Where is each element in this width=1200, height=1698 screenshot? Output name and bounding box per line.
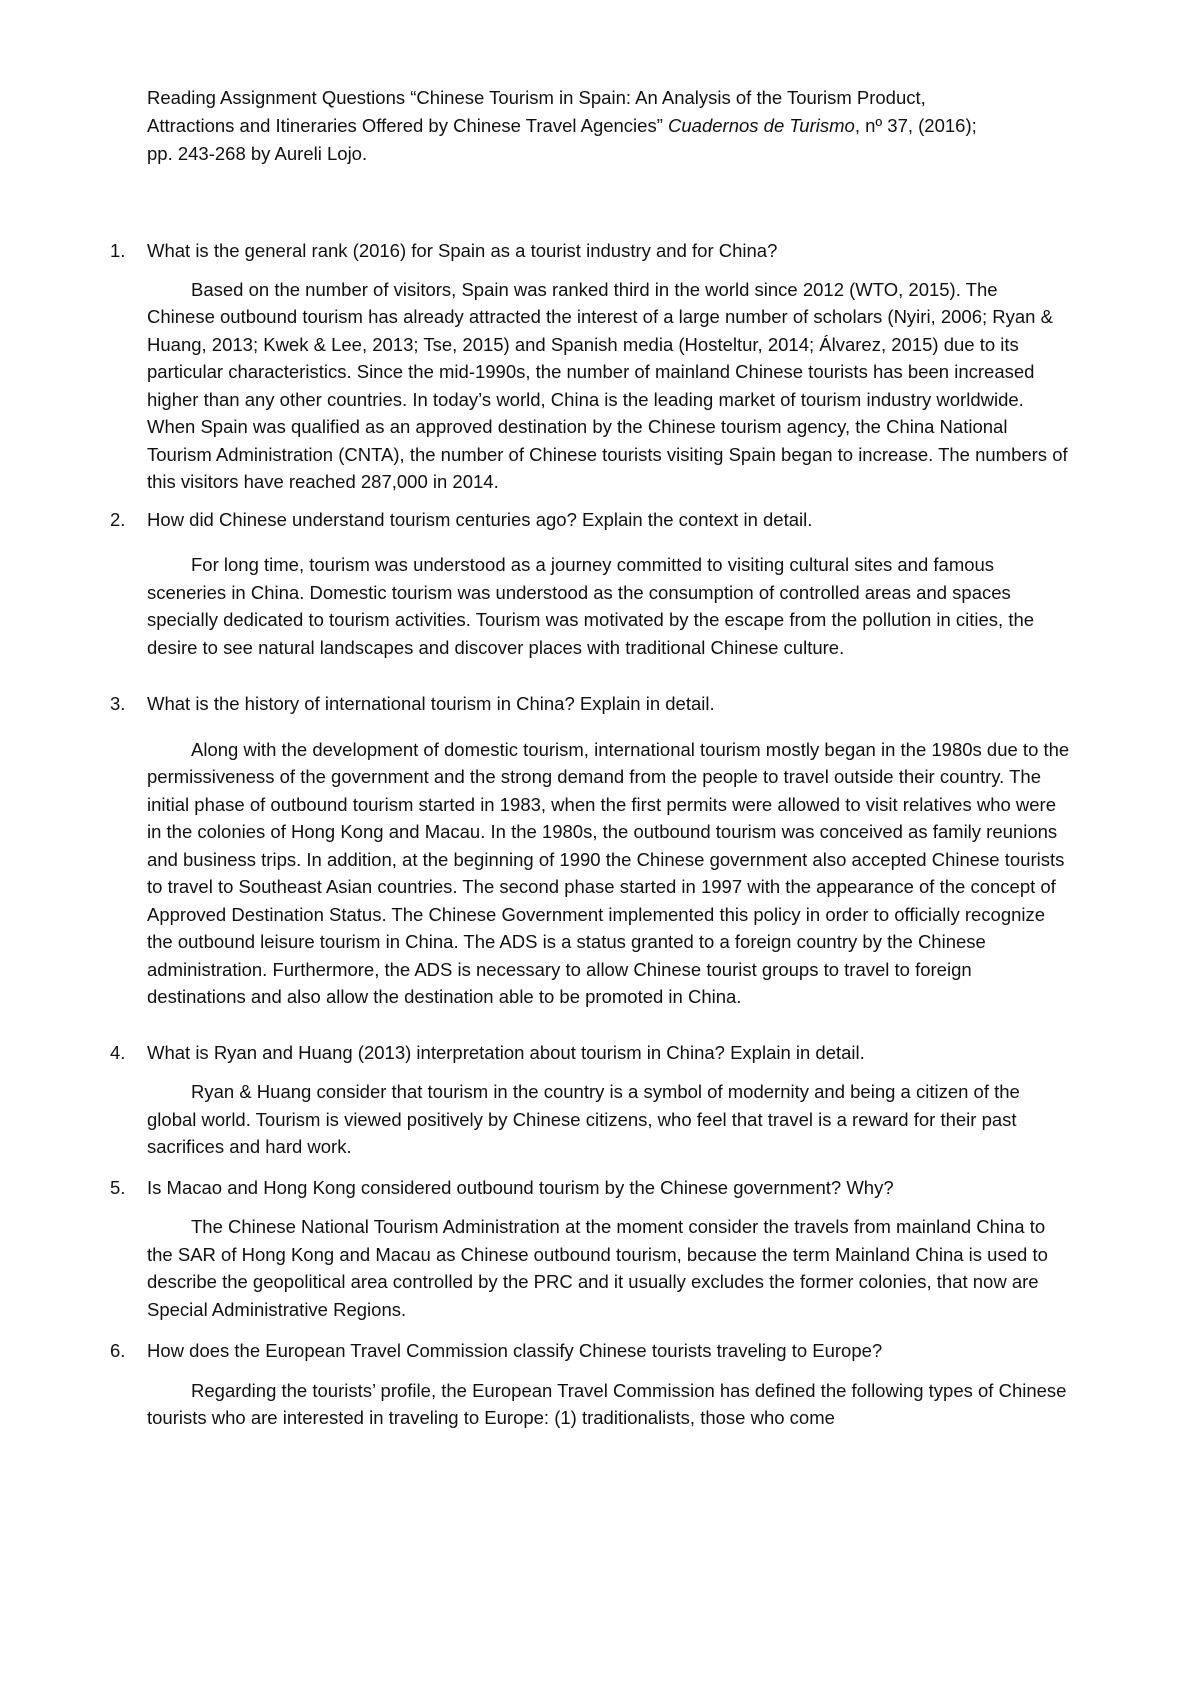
question-number: 1. — [110, 240, 126, 261]
question-item — [110, 1174, 1070, 1324]
question-number: 3. — [110, 693, 126, 714]
question-number: 2. — [110, 508, 126, 530]
answer-paragraph: For long time, tourism was understood as a journey committed to visiting cultural sites and famous sceneries in China. Domestic tourism was understood as the consumption of controlled areas and spaces specially dedicated to tourism activities. Tourism was motivated by the escape from the pollution in cities, the desire to see natural landscapes and discover places with traditional Chinese culture. — [147, 554, 1035, 658]
journal-title: Cuadernos de Turismo — [668, 115, 855, 136]
document-header — [147, 84, 1067, 168]
question-number: 5. — [110, 1176, 126, 1198]
question-text: How did Chinese understand tourism centuries ago? Explain the context in detail. — [147, 508, 813, 530]
question-item — [110, 506, 1070, 662]
question-text: What is the general rank (2016) for Spain as a tourist industry and for China? — [147, 240, 778, 261]
question-list — [110, 237, 1070, 1432]
header-line-2 — [147, 112, 1067, 140]
header-line-2-end: , nº 37, (2016); — [854, 115, 977, 136]
answer-paragraph: Regarding the tourists’ profile, the European Travel Commission has defined the following types of Chinese tourists who are interested in traveling to Europe: (1) traditionalists, those who come — [147, 1379, 1067, 1428]
question-text: What is the history of international tourism in China? Explain in detail. — [147, 693, 715, 714]
question-text: What is Ryan and Huang (2013) interpretation about tourism in China? Explain in detail. — [147, 1041, 865, 1063]
question-text: Is Macao and Hong Kong considered outbound tourism by the Chinese government? Why? — [147, 1176, 894, 1198]
header-line-3: pp. 243-268 by Aureli Lojo. — [147, 143, 368, 164]
question-text: How does the European Travel Commission classify Chinese tourists traveling to Europe? — [147, 1340, 883, 1361]
answer-paragraph: Ryan & Huang consider that tourism in the country is a symbol of modernity and being a citizen of the global world. Tourism is viewed positively by Chinese citizens, who feel that travel is a reward for their past sacrifices and hard work. — [147, 1081, 1020, 1157]
question-number: 6. — [110, 1340, 126, 1361]
question-item — [110, 690, 1070, 1011]
question-item — [110, 237, 1070, 496]
question-item — [110, 1039, 1070, 1161]
question-number: 4. — [110, 1041, 126, 1063]
answer-paragraph: Based on the number of visitors, Spain was ranked third in the world since 2012 (WTO, 2015). The Chinese outbound tourism has already attracted the interest of a large number of scholars (Nyiri, 2006; Ryan & Huang, 2013; Kwek & Lee, 2013; Tse, 2015) and Spanish media (Hosteltur, 2014; Álvarez, 2015) due to its particular characteristics. Since the mid-1990s, the number of mainland Chinese tourists has been increased higher than any other countries. In today’s world, China is the leading market of tourism industry worldwide. When Spain was qualified as an approved destination by the Chinese tourism agency, the China National Tourism Administration (CNTA), the number of Chinese tourists visiting Spain began to increase. The numbers of this visitors have reached 287,000 in 2014. — [147, 278, 1068, 492]
answer-paragraph: The Chinese National Tourism Administration at the moment consider the travels from mainland China to the SAR of Hong Kong and Macau as Chinese outbound tourism, because the term Mainland China is used to describe the geopolitical area controlled by the PRC and it usually excludes the former colonies, that now are Special Administrative Regions. — [147, 1216, 1048, 1320]
answer-paragraph: Along with the development of domestic tourism, international tourism mostly began in the 1980s due to the permissiveness of the government and the strong demand from the people to travel outside their country. The initial phase of outbound tourism started in 1983, when the first permits were allowed to visit relatives who were in the colonies of Hong Kong and Macau. In the 1980s, the outbound tourism was conceived as family reunions and business trips. In addition, at the beginning of 1990 the Chinese government also accepted Chinese tourists to travel to Southeast Asian countries. The second phase started in 1997 with the appearance of the concept of Approved Destination Status. The Chinese Government implemented this policy in order to officially recognize the outbound leisure tourism in China. The ADS is a status granted to a foreign country by the Chinese administration. Furthermore, the ADS is necessary to allow Chinese tourist groups to travel to foreign destinations and also allow the destination able to be promoted in China. — [147, 738, 1070, 1007]
header-line-2-start: Attractions and Itineraries Offered by Chinese Travel Agencies” — [147, 115, 669, 136]
question-item — [110, 1337, 1070, 1432]
header-line-1: Reading Assignment Questions “Chinese Tourism in Spain: An Analysis of the Tourism Product, — [147, 87, 926, 108]
